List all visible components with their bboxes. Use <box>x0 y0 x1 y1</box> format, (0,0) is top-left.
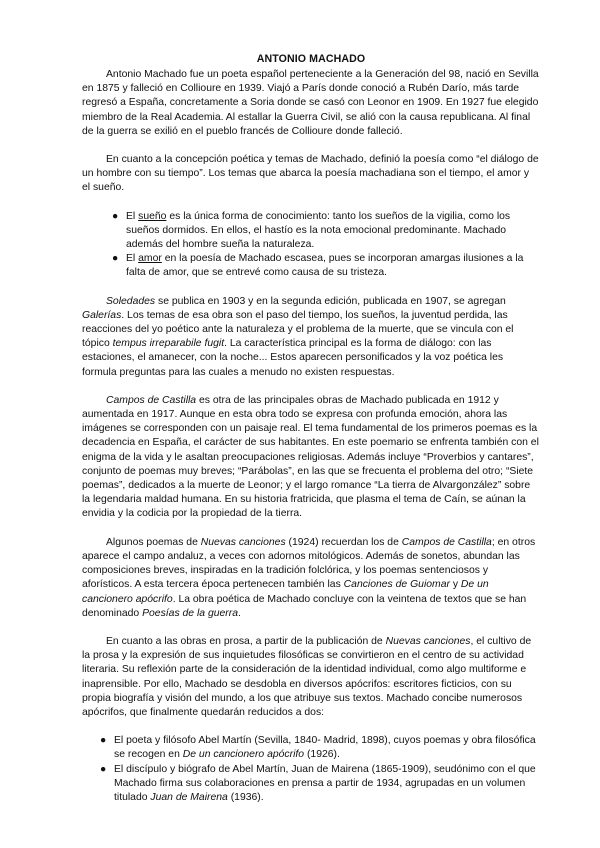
list-item-juan-de-mairena: ● El discípulo y biógrafo de Abel Martín, Juan de Mairena (1865-1909), seudónimo con el que Machado firma sus colaboraciones en prensa a partir de 1934, agrupadas en un volumen titulado Juan de Mairena (1936). <box>100 763 536 803</box>
page-title: ANTONIO MACHADO <box>256 53 366 65</box>
document-body <box>82 52 540 805</box>
paragraph-biography: Antonio Machado fue un poeta español perteneciente a la Generación del 98, nació en Sevilla en 1875 y falleció en Collioure en 1939. Viajó a París donde conoció a Rubén Darío, más tarde regresó a España, concretamente a Soria donde se casó con Leonor en 1909. En 1927 fue elegido miembro de la Real Academia. Al estallar la Guerra Civil, se alió con la causa republicana. Al final de la guerra se exilió en el pueblo francés de Collioure donde falleció. <box>82 69 539 137</box>
bullet-icon: ● <box>100 763 107 775</box>
keyword-amor: amor <box>138 253 162 265</box>
paragraph-nuevas-canciones: Algunos poemas de Nuevas canciones (1924) recuerdan los de Campos de Castilla; en otros aparece el campo andaluz, a veces con adornos mitológicos. Además de sonetos, abundan las composiciones breves, inspiradas en la tradición folclórica, y los poemas sentenciosos y aforísticos. A esta tercera época pertenecen también las Canciones de Guiomar y De un cancionero apócrifo. La obra poética de Machado concluye con la veintena de textos que se han denominado Poesías de la guerra. <box>82 536 536 619</box>
themes-list <box>112 210 540 281</box>
bullet-icon: ● <box>112 210 119 222</box>
keyword-sueno: sueño <box>138 210 167 222</box>
bullet-icon: ● <box>112 253 119 265</box>
paragraph-soledades: Soledades se publica en 1903 y en la segunda edición, publicada en 1907, se agregan Galerías. Los temas de esa obra son el paso del tiempo, los sueños, la juventud perdida, las reacciones del yo poético ante la naturaleza y el problema de la muerte, que se vincula con el tópico tempus irreparabile fugit. La característica principal es la forma de diálogo: con las estaciones, el amanecer, con la noche... Estos aparecen personificados y la voz poética les formula preguntas para las cuales a menudo no existen respuestas. <box>82 295 514 378</box>
paragraph-campos-de-castilla: Campos de Castilla es otra de las principales obras de Machado publicada en 1912 y aumentada en 1917. Aunque en esta obra todo se expresa con profunda emoción, ahora las imágenes se corresponden con un paisaje real. El tema fundamental de los primeros poemas es la decadencia en España, el carácter de sus habitantes. En este poemario se enfrenta también con el enigma de la vida y le asaltan preocupaciones religiosas. Además incluye “Proverbios y cantares”, conjunto de poemas muy breves; “Parábolas”, en las que se frecuenta el problema del otro; “Siete poemas”, dedicados a la muerte de Leonor; y el largo romance “La tierra de Alvargonzález” sobre la legendaria maldad humana. En su historia fratricida, que plasma el tema de Caín, se aúnan la envidia y la codicia por la propiedad de la tierra. <box>82 394 539 520</box>
list-item-abel-martin: ● El poeta y filósofo Abel Martín (Sevilla, 1840- Madrid, 1898), cuyos poemas y obra filosófica se recogen en De un cancionero apócrifo (1926). <box>100 735 536 761</box>
list-item-dream: ● El sueño es la única forma de conocimiento: tanto los sueños de la vigilia, como los sueños dormidos. En ellos, el hastío es la nota emocional predominante. Machado además del hombre sueña la naturaleza. <box>112 210 511 251</box>
paragraph-prosa: En cuanto a las obras en prosa, a partir de la publicación de Nuevas canciones, el cultivo de la prosa y la expresión de sus inquietudes filosóficas se convirtieron en el centro de su actividad literaria. Su reflexión parte de la consideración de la identidad individual, como algo multiforme e inaprensible. Por ello, Machado se desdobla en diversos apócrifos: escritores ficticios, con su propia biografía y visión del mundo, a los que atribuye sus textos. Machado concibe numerosos apócrifos, que finalmente quedarán reducidos a dos: <box>82 635 532 718</box>
bullet-icon: ● <box>100 735 107 747</box>
paragraph-poetics: En cuanto a la concepción poética y temas de Machado, definió la poesía como “el diálogo de un hombre con su tiempo”. Los temas que abarca la poesía machadiana son el tiempo, el amor y el sueño. <box>82 154 539 194</box>
list-item-love: ● El amor en la poesía de Machado escasea, pues se incorporan amargas ilusiones a la falta de amor, que se entrevé como causa de su tristeza. <box>112 253 524 279</box>
apocrifos-list <box>100 734 540 805</box>
